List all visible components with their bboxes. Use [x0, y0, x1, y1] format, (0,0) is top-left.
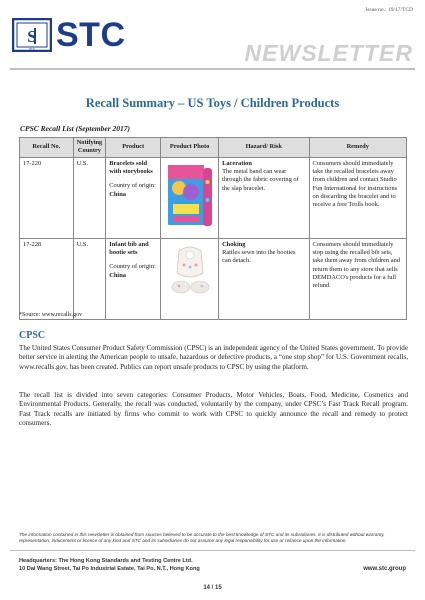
product-name: Infant bib and bootie sets	[109, 240, 149, 256]
hazard-cell	[219, 238, 309, 319]
product-cell	[106, 157, 161, 238]
origin-label: Country of origin:	[109, 182, 156, 190]
hazard-description: Rattles sewn into the booties can detach.	[222, 248, 296, 265]
recall-no-cell: 17-220	[20, 157, 74, 238]
country-cell: U.S.	[73, 157, 106, 238]
origin-value: China	[109, 190, 126, 198]
col-header-product: Product	[106, 138, 161, 158]
footer-divider	[10, 550, 415, 551]
page-title: Recall Summary – US Toys / Children Products	[85, 96, 340, 110]
product-cell	[106, 238, 161, 319]
section-heading-cpsc: CPSC	[19, 330, 46, 341]
header-divider	[10, 68, 415, 70]
newsletter-label: NEWSLETTER	[244, 40, 413, 66]
origin-label: Country of origin:	[109, 263, 156, 271]
col-header-remedy: Remedy	[309, 138, 406, 158]
col-header-recall-no: Recall No.	[20, 138, 74, 158]
hq-line-2: 10 Dai Wang Street, Tai Po Industrial Estate, Tai Po, N.T., Hong Kong	[19, 566, 200, 573]
cpsc-paragraph-1: The United States Consumer Product Safety Commission (CPSC) is an independent agency of the United States government. To provide better service in alerting the American people to unsafe, hazardous or defective products, a “one stop shop” for U.S. Government recalls, www.recalls.gov, has been created. Publics can report unsafe products to CPSC by using the platform.	[19, 344, 408, 371]
hq-line-1: Headquarters: The Hong Kong Standards and Testing Centre Ltd.	[19, 558, 193, 564]
photo-cell	[161, 157, 219, 238]
bib-bootie-photo-icon	[165, 243, 215, 299]
stc-logo-mark-icon	[12, 18, 52, 52]
headquarters-address	[19, 557, 200, 573]
table-header-row	[20, 138, 407, 158]
logo-text: STC	[56, 16, 126, 54]
recall-table	[19, 137, 407, 320]
product-name: Bracelets sold with storybooks	[109, 159, 153, 175]
col-header-country: Notifying Country	[73, 138, 106, 158]
logo-mark-letters: STC	[29, 47, 35, 51]
stc-logo	[12, 18, 126, 52]
remedy-cell: Consumers should immediately take the recalled bracelets away from children and contact Studio Fun International for instructions on discarding the bracelet and to receive a free Trolls book.	[309, 157, 406, 238]
hazard-description: The metal band can wear through the fabric covering of the slap bracelet.	[222, 167, 299, 192]
issue-number: Issue no.: 19/17/TCD	[365, 7, 413, 13]
remedy-cell: Consumers should immediately stop using the recalled bib sets, take them away from children and return them to any store that sells DEMDACO's products for a full refund.	[309, 238, 406, 319]
table-row	[20, 238, 407, 319]
col-header-hazard: Hazard/ Risk	[219, 138, 309, 158]
table-subtitle: CPSC Recall List (September 2017)	[20, 124, 130, 133]
country-cell: U.S.	[73, 238, 106, 319]
hazard-title: Choking	[222, 240, 246, 248]
col-header-photo: Product Photo	[161, 138, 219, 158]
svg-text:S: S	[27, 27, 37, 46]
source-note: *Source: www.recalls.gov	[19, 312, 83, 318]
hazard-cell	[219, 157, 309, 238]
recall-no-cell: 17-228	[20, 238, 74, 319]
origin-value: China	[109, 271, 126, 279]
hazard-title: Laceration	[222, 159, 252, 167]
storybook-bracelet-photo-icon	[165, 162, 215, 230]
website-link[interactable]: www.stc.group	[363, 566, 406, 572]
cpsc-paragraph-2: The recall list is divided into seven categories: Consumer Products, Motor Vehicles, Boats, Food, Medicine, Cosmetics and Environmental Products. Generally, the recall was conducted, voluntarily by the company, under CPSC’s Fast Track Recall program. Fast Track recalls are initiated by firms who commit to work with CPSC to quickly announce the recall and remedy to protect consumers.	[19, 391, 408, 428]
disclaimer: The information contained in this newsletter is obtained from sources believed to be accurate to the best knowledge of STC and its subsidiaries. It is distributed without warranty, representation, inducement or licence of any kind and STC and its subsidiaries do not assume any legal responsibility for use or reliance upon the information.	[19, 532, 385, 544]
photo-cell	[161, 238, 219, 319]
table-row	[20, 157, 407, 238]
page-number: 14 / 15	[203, 585, 222, 591]
